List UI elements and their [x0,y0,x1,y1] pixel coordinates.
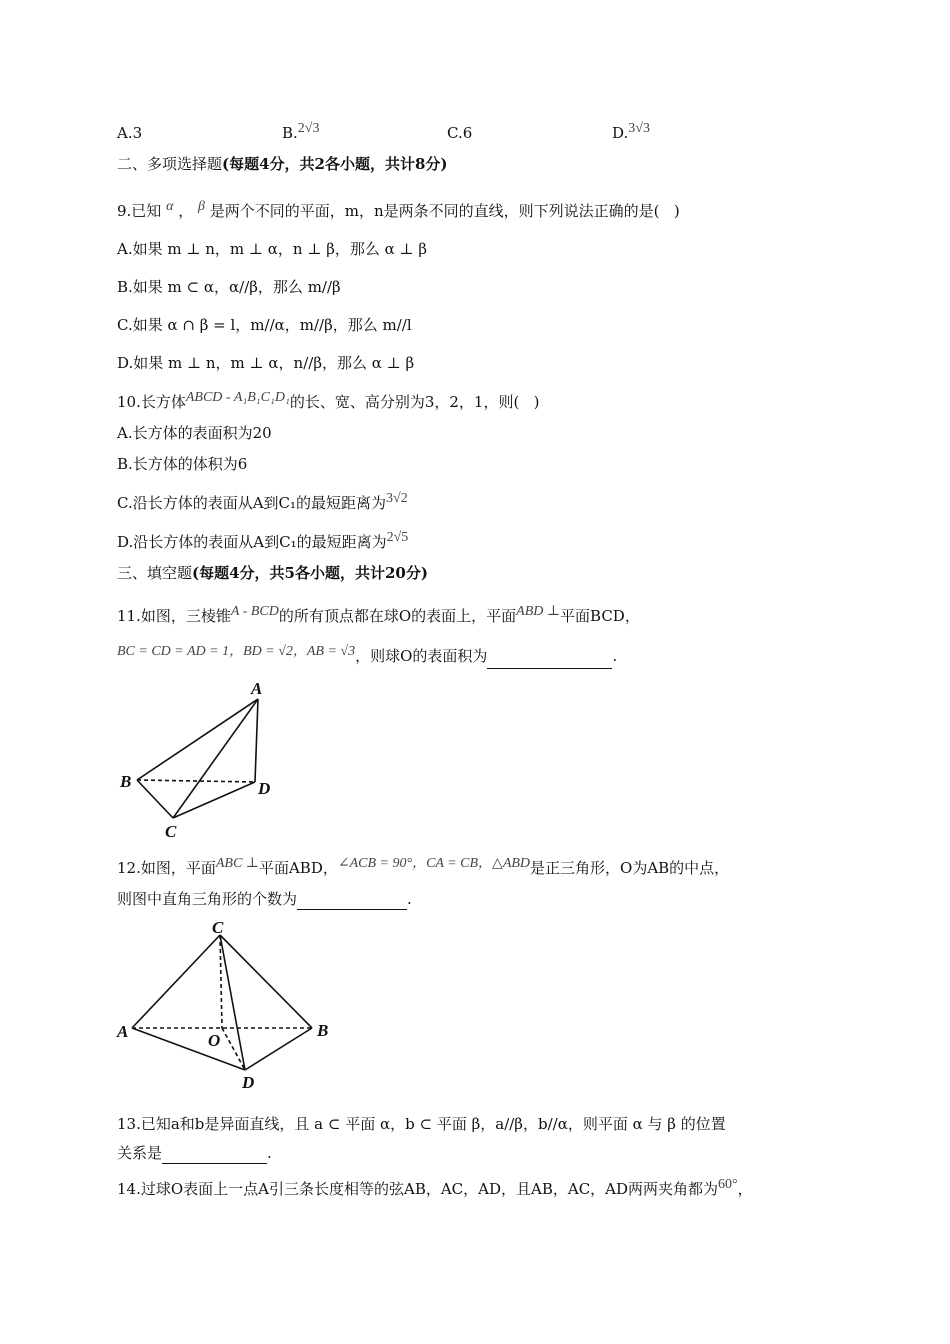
q10-stem [117,391,539,415]
q9-comma: ， [178,202,194,220]
q9-option-b: B.如果 m ⊂ α，α//β，那么 m//β [117,278,341,296]
q9-option-d: D.如果 m ⊥ n，m ⊥ α，n//β，那么 α ⊥ β [117,354,415,372]
q14-suffix: ， [737,1180,753,1198]
edge-co-hidden [220,935,222,1028]
q13-answer-blank[interactable] [162,1147,267,1164]
edge-ab [137,699,258,780]
q8-option-d-math: 3√3 [628,121,650,136]
q8-option-d [612,121,650,143]
edge-bc [137,780,173,818]
q8-option-b-label: B. [282,124,298,142]
q9-stem [117,200,680,224]
edge-cb [220,935,312,1028]
q9-option-a: A.如果 m ⊥ n，m ⊥ α，n ⊥ β，那么 α ⊥ β [117,240,428,258]
q12-line2: 则图中直角三角形的个数为 [117,890,298,908]
label-a: A [251,679,263,698]
edge-cd [220,935,245,1070]
q11-line2-end: . [612,647,618,665]
q11-line1-end: 平面BCD， [560,607,640,625]
edge-bd [245,1028,312,1070]
q8-option-c: C.6 [447,124,473,142]
q12-mid: 平面ABD， [258,859,338,877]
edge-bd-hidden [137,780,255,782]
q11-line2-suffix: ，则球O的表面积为 [355,647,488,665]
q12-plane: ABC ⊥ [215,856,259,871]
section-3-heading [117,562,428,584]
q13-line-2 [117,1142,272,1164]
section-2-heading [117,153,448,175]
q14-prefix: 14.过球O表面上一点A引三条长度相等的弦AB，AC，AD，且AB，AC，AD两两夹角都为 [117,1180,719,1198]
q14-line-1 [117,1178,753,1202]
q8-option-a: A.3 [117,124,143,142]
label-b: B [120,772,132,791]
q9-alpha: α [166,199,174,214]
q11-figure [115,675,285,845]
q9-stem-suffix: 是两个不同的平面，m，n是两条不同的直线，则下列说法正确的是( ) [209,202,680,220]
q11-suffix: 的所有顶点都在球O的表面上，平面 [278,607,517,625]
label-a: A [117,1022,129,1041]
q14-angle: 60° [718,1177,738,1192]
q8-option-b-math: 2√3 [297,121,320,136]
label-c: C [165,822,177,841]
q11-line-2 [117,645,617,669]
q8-option-d-label: D. [612,124,629,142]
q10-option-a: A.长方体的表面积为20 [117,424,272,442]
q12-figure [110,915,340,1095]
label-c: C [212,918,224,937]
label-b: B [317,1021,329,1040]
q13-line-1: 13.已知a和b是异面直线，且 a ⊂ 平面 α，b ⊂ 平面 β，a//β，b//α，则平面 α 与 β 的位置 [117,1115,726,1133]
q9-option-c: C.如果 α ∩ β = l，m//α，m//β，那么 m//l [117,316,412,334]
q10-solid: ABCD - A₁B₁C₁D₁ [185,390,290,405]
q10-option-c-math: 3√2 [386,491,408,506]
q10-option-c-text: C.沿长方体的表面从A到C₁的最短距离为 [117,494,387,512]
label-d: D [242,1073,255,1092]
edge-ad [255,699,258,782]
q10-option-b: B.长方体的体积为6 [117,455,248,473]
edge-ca [132,935,220,1028]
q10-option-d [117,531,408,555]
section-2-title: 二、多项选择题 [117,155,223,173]
q12-line-2 [117,888,412,910]
q11-pyramid: A - BCD [230,604,279,619]
q11-prefix: 11.如图，三棱锥 [117,607,231,625]
q12-conditions: ∠ACB = 90°，CA = CB，△ABD [337,856,531,871]
q11-line-1 [117,605,640,629]
q12-line-1 [117,857,729,881]
q10-stem-prefix: 10.长方体 [117,393,186,411]
section-3-note: (每题4分，共5各小题，共计20分) [192,564,428,582]
q10-stem-suffix: 的长、宽、高分别为3，2，1，则( ) [289,393,540,411]
label-o: O [208,1031,221,1050]
q11-conditions: BC = CD = AD = 1，BD = √2，AB = √3 [117,644,356,659]
section-3-title: 三、填空题 [117,564,193,582]
label-d: D [258,779,271,798]
q8-option-b [282,121,320,143]
q12-prefix: 12.如图，平面 [117,859,216,877]
q13-line2: 关系是 [117,1144,163,1162]
q10-option-d-math: 2√5 [386,530,409,545]
q12-answer-blank[interactable] [297,893,407,910]
q10-option-c [117,492,408,516]
q13-line2-end: . [267,1144,272,1162]
q11-plane: ABD ⊥ [516,604,561,619]
q10-option-d-text: D.沿长方体的表面从A到C₁的最短距离为 [117,533,387,551]
q11-answer-blank[interactable] [487,652,612,669]
q9-stem-prefix: 9.已知 [117,202,162,220]
q9-beta: β [198,199,206,214]
edge-ad [132,1028,245,1070]
q12-suffix: 是正三角形，O为AB的中点， [530,859,730,877]
section-2-note: (每题4分，共2各小题，共计8分) [222,155,448,173]
q12-line2-end: . [407,890,412,908]
